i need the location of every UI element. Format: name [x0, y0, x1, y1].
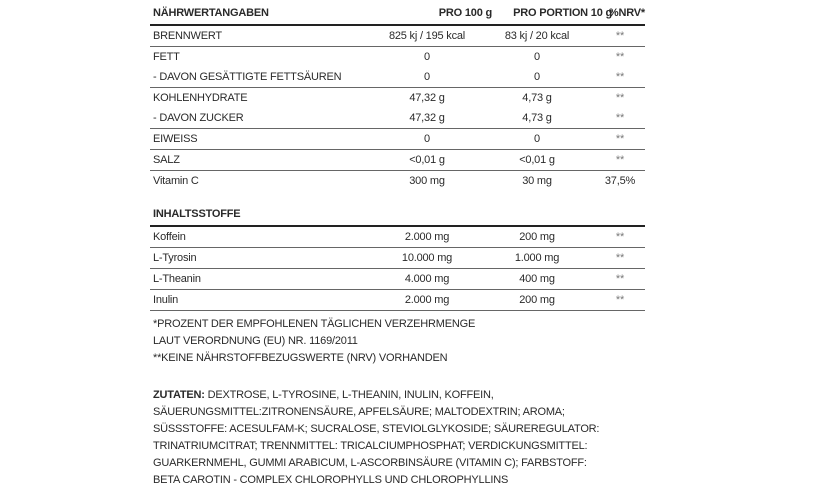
table-row	[150, 129, 645, 150]
row-label: - DAVON GESÄTTIGTE FETTSÄUREN	[153, 71, 342, 83]
value-nrv: **	[615, 71, 625, 83]
table-row	[150, 67, 645, 88]
value-per-portion: <0,01 g	[519, 154, 555, 166]
header-label: NÄHRWERTANGABEN	[153, 7, 269, 19]
value-nrv: **	[615, 51, 625, 63]
value-per-portion: 83 kj / 20 kcal	[504, 30, 570, 42]
value-nrv: **	[615, 273, 625, 285]
footnote: *PROZENT DER EMPFOHLENEN TÄGLICHEN VERZEHRMENGE	[153, 318, 476, 330]
value-per-100g: 2.000 mg	[404, 231, 450, 243]
table-row	[150, 26, 645, 47]
value-per-portion: 400 mg	[519, 273, 555, 285]
value-nrv: **	[615, 294, 625, 306]
footnotes	[153, 316, 475, 367]
nutrition-table	[150, 3, 645, 191]
value-per-portion: 0	[534, 51, 540, 63]
table-row	[150, 88, 645, 108]
table-row	[150, 269, 645, 290]
zutaten-line: DEXTROSE, L-TYROSINE, L-THEANIN, INULIN, KOFFEIN,	[204, 389, 494, 401]
value-per-portion: 30 mg	[522, 175, 552, 187]
value-per-100g: 2.000 mg	[404, 294, 450, 306]
value-per-portion: 1.000 mg	[514, 252, 560, 264]
row-label: - DAVON ZUCKER	[153, 112, 244, 124]
nutrition-header-row	[150, 3, 645, 26]
value-per-portion: 4,73 g	[522, 92, 552, 104]
row-label: FETT	[153, 51, 180, 63]
value-nrv: **	[615, 252, 625, 264]
row-label: EIWEISS	[153, 133, 198, 145]
zutaten-line: BETA CAROTIN - COMPLEX CHLOROPHYLLS UND CHLOROPHYLLINS	[153, 474, 509, 486]
zutaten-label: ZUTATEN:	[153, 389, 205, 401]
row-label: Koffein	[153, 231, 186, 243]
value-nrv: **	[615, 30, 625, 42]
footnote: **KEINE NÄHRSTOFFBEZUGSWERTE (NRV) VORHANDEN	[153, 352, 448, 364]
table-row	[150, 150, 645, 171]
table-row	[150, 227, 645, 248]
table-row	[150, 248, 645, 269]
footnote: LAUT VERORDNUNG (EU) NR. 1169/2011	[153, 335, 358, 347]
value-per-100g: 0	[424, 71, 430, 83]
value-per-portion: 200 mg	[519, 231, 555, 243]
value-nrv: **	[615, 92, 625, 104]
value-nrv: **	[615, 231, 625, 243]
row-label: KOHLENHYDRATE	[153, 92, 248, 104]
value-per-100g: 825 kj / 195 kcal	[388, 30, 466, 42]
value-per-100g: 10.000 mg	[401, 252, 453, 264]
header-nrv: %NRV*	[608, 7, 645, 19]
value-per-portion: 4,73 g	[522, 112, 552, 124]
value-per-100g: 300 mg	[409, 175, 445, 187]
header-label: INHALTSSTOFFE	[153, 208, 241, 220]
ingredients-list	[153, 387, 599, 489]
value-per-100g: 47,32 g	[409, 112, 445, 124]
header-per-portion: PRO PORTION 10 g	[513, 7, 612, 19]
row-label: L-Tyrosin	[153, 252, 197, 264]
zutaten-line: SÜSSSTOFFE: ACESULFAM-K; SUCRALOSE, STEVIOLGLYKOSIDE; SÄUREREGULATOR:	[153, 423, 600, 435]
table-row	[150, 47, 645, 67]
value-nrv: **	[615, 112, 625, 124]
table-row	[150, 108, 645, 129]
zutaten-line: TRINATRIUMCITRAT; TRENNMITTEL: TRICALCIUMPHOSPHAT; VERDICKUNGSMITTEL:	[153, 440, 588, 452]
ingredients-table	[150, 204, 645, 311]
value-nrv: **	[615, 133, 625, 145]
value-per-100g: 0	[424, 51, 430, 63]
row-label: Vitamin C	[153, 175, 199, 187]
value-per-100g: 47,32 g	[409, 92, 445, 104]
header-per-100g: PRO 100 g	[438, 7, 492, 19]
table-row	[150, 290, 645, 311]
value-nrv: 37,5%	[604, 175, 636, 187]
value-nrv: **	[615, 154, 625, 166]
zutaten-line: SÄUERUNGSMITTEL:ZITRONENSÄURE, APFELSÄURE; MALTODEXTRIN; AROMA;	[153, 406, 565, 418]
value-per-portion: 0	[534, 133, 540, 145]
value-per-portion: 0	[534, 71, 540, 83]
row-label: Inulin	[153, 294, 179, 306]
value-per-portion: 200 mg	[519, 294, 555, 306]
value-per-100g: 4.000 mg	[404, 273, 450, 285]
zutaten-line: GUARKERNMEHL, GUMMI ARABICUM, L-ASCORBINSÄURE (VITAMIN C); FARBSTOFF:	[153, 457, 587, 469]
row-label: BRENNWERT	[153, 30, 222, 42]
value-per-100g: <0,01 g	[409, 154, 445, 166]
row-label: SALZ	[153, 154, 180, 166]
table-row	[150, 171, 645, 191]
row-label: L-Theanin	[153, 273, 201, 285]
ingredients-header-row	[150, 204, 645, 227]
value-per-100g: 0	[424, 133, 430, 145]
